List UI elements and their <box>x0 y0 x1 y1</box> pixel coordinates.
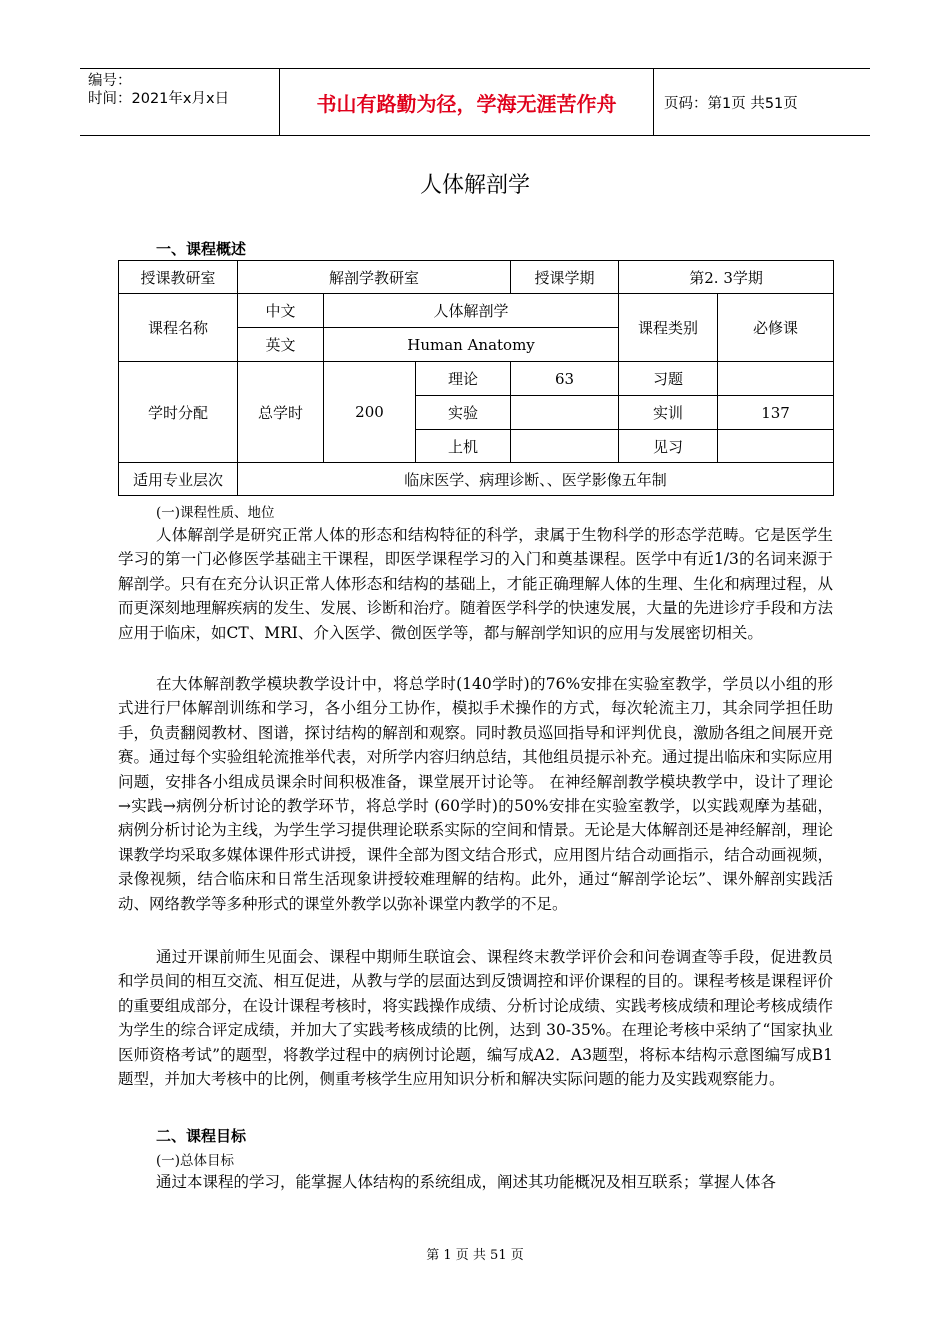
practice-value: 137 <box>718 396 834 430</box>
dept-value: 解剖学教研室 <box>238 261 511 294</box>
header-motto: 书山有路勤为径，学海无涯苦作舟 <box>280 69 654 135</box>
theory-label: 理论 <box>416 362 511 396</box>
internship-value <box>718 430 834 463</box>
lab-value <box>511 396 619 430</box>
section-heading-objectives: 二、课程目标 <box>156 1127 247 1145</box>
subheading-overall-goal: (一)总体目标 <box>156 1153 235 1169</box>
total-hours-value: 200 <box>324 362 416 463</box>
computer-label: 上机 <box>416 430 511 463</box>
page-footer: 第 1 页 共 51 页 <box>426 1248 524 1263</box>
section-heading-overview: 一、课程概述 <box>156 240 247 258</box>
body-paragraph: 通过本课程的学习，能掌握人体结构的系统组成，阐述其功能概况及相互联系；掌握人体各 <box>156 1173 777 1191</box>
document-number-label: 编号： <box>88 73 132 89</box>
practice-label: 实训 <box>619 396 718 430</box>
document-time-label: 时间：2021年x月x日 <box>88 91 230 107</box>
chinese-label: 中文 <box>238 294 324 328</box>
hours-label: 学时分配 <box>119 362 238 463</box>
chinese-name-value: 人体解剖学 <box>324 294 619 328</box>
course-info-table <box>118 260 834 496</box>
course-type-value: 必修课 <box>718 294 834 362</box>
course-name-label: 课程名称 <box>119 294 238 362</box>
body-paragraph: 在大体解剖教学模块教学设计中，将总学时(140学时)的76%安排在实验室教学，学员以小组的形式进行尸体解剖训练和学习，各小组分工协作，模拟手术操作的方式，每次轮流主刀，其余同学担任助手，负责翻阅教材、图谱，探讨结构的解剖和观察。同时教员巡回指导和评判优良，激励各组之间展开竞赛。通过每个实验组轮流推举代表，对所学内容归纳总结，其他组员提示补充。通过提出临床和实际应用问题，安排各小组成员课余时间积极准备，课堂展开讨论等。 在神经解剖教学模块教学中，设计了理论→实践→病例分析讨论的教学环节，将总学时 (60学时)的50%安排在实验室教学，以实践观摩为基础，病例分析讨论为主线，为学生学习提供理论联系实际的空间和情景。无论是大体解剖还是神经解剖，理论课教学均采取多媒体课件形式讲授，课件全部为图文结合形式，应用图片结合动画指示，结合动画视频，录像视频，结合临床和日常生活现象讲授较难理解的结构。此外，通过“解剖学论坛”、课外解剖实践活动、网络教学等多种形式的课堂外教学以弥补课堂内教学的不足。 <box>118 675 833 913</box>
internship-label: 见习 <box>619 430 718 463</box>
term-value: 第2. 3学期 <box>619 261 834 294</box>
header-meta <box>80 69 280 135</box>
theory-value: 63 <box>511 362 619 396</box>
lab-label: 实验 <box>416 396 511 430</box>
english-label: 英文 <box>238 328 324 362</box>
exercise-value <box>718 362 834 396</box>
exercise-label: 习题 <box>619 362 718 396</box>
subheading-nature: (一)课程性质、地位 <box>156 505 275 521</box>
dept-label: 授课教研室 <box>119 261 238 294</box>
body-paragraph: 人体解剖学是研究正常人体的形态和结构特征的科学，隶属于生物科学的形态学范畴。它是医学生学习的第一门必修医学基础主干课程，即医学课程学习的入门和奠基课程。医学中有近1/3的名词来源于解剖学。只有在充分认识正常人体形态和结构的基础上，才能正确理解人体的生理、生化和病理过程，从而更深刻地理解疾病的发生、发展、诊断和治疗。随着医学科学的快速发展，大量的先进诊疗手段和方法应用于临床，如CT、MRI、介入医学、微创医学等，都与解剖学知识的应用与发展密切相关。 <box>118 526 833 642</box>
computer-value <box>511 430 619 463</box>
course-type-label: 课程类别 <box>619 294 718 362</box>
level-label: 适用专业层次 <box>119 463 238 496</box>
term-label: 授课学期 <box>511 261 619 294</box>
english-name-value: Human Anatomy <box>324 328 619 362</box>
header-page-info: 页码：第1页 共51页 <box>664 95 798 112</box>
total-hours-label: 总学时 <box>238 362 324 463</box>
page-title: 人体解剖学 <box>419 173 530 198</box>
body-paragraph: 通过开课前师生见面会、课程中期师生联谊会、课程终末教学评价会和问卷调查等手段，促进教员和学员间的相互交流、相互促进，从教与学的层面达到反馈调控和评价课程的目的。课程考核是课程评价的重要组成部分，在设计课程考核时，将实践操作成绩、分析讨论成绩、实践考核成绩和理论考核成绩作为学生的综合评定成绩，并加大了实践考核成绩的比例，达到 30-35%。在理论考核中采纳了“国家执业医师资格考试”的题型，将教学过程中的病例讨论题，编写成A2．A3题型，将标本结构示意图编写成B1题型，并加大考核中的比例，侧重考核学生应用知识分析和解决实际问题的能力及实践观察能力。 <box>118 948 833 1089</box>
level-value: 临床医学、病理诊断、、医学影像五年制 <box>238 463 834 496</box>
page-header <box>80 68 870 136</box>
